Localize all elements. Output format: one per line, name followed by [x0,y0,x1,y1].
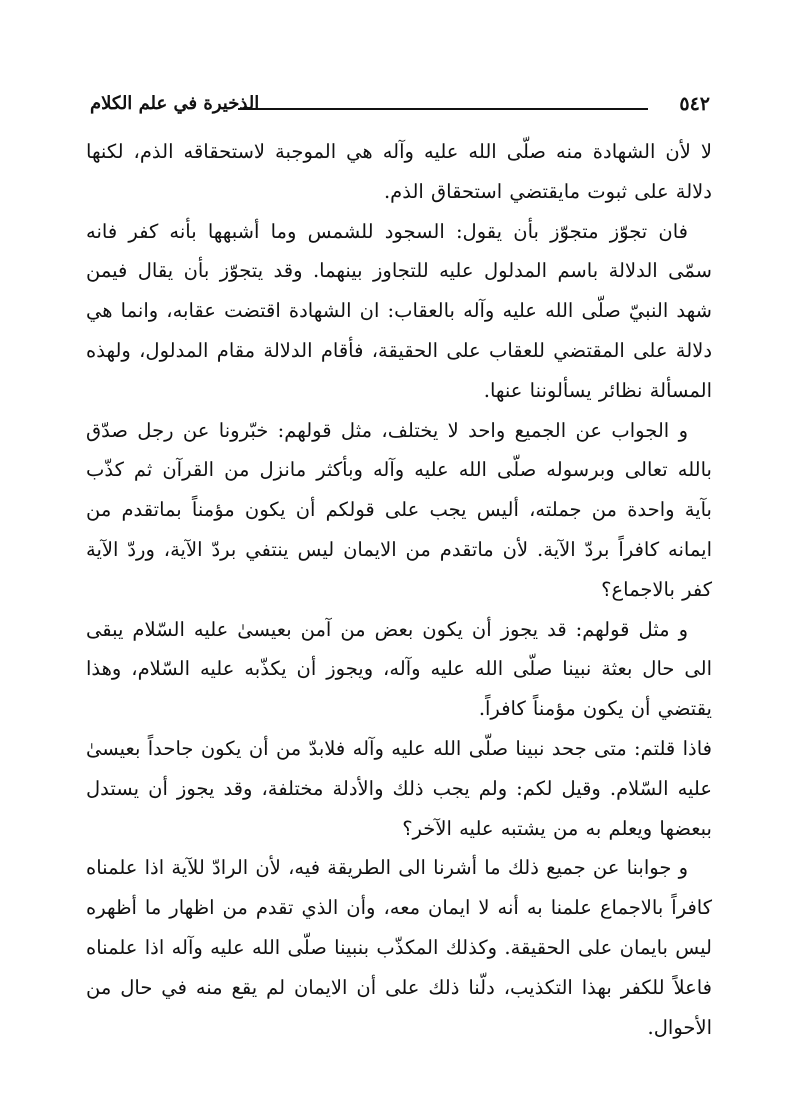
paragraph: و مثل قولهم: قد يجوز أن يكون بعض من آمن بعيسىٰ عليه السّلام يبقى الى حال بعثة نبينا صلّى الله عليه وآله، ويجوز أن يكذّبه عليه السّلام، وهذا يقتضي أن يكون مؤمناً كافراً. [86,617,712,721]
paragraph: فان تجوّز متجوّز بأن يقول: السجود للشمس وما أشبهها بأنه كفر فانه سمّى الدلالة باسم المدلول عليه للتجاوز بينهما. وقد يتجوّز بأن يقال فيمن شهد النبيّ صلّى الله عليه وآله بالعقاب: ان الشهادة اقتضت عقابه، وانما هي دلالة على المقتضي للعقاب على الحقيقة، فأقام الدلالة مقام المدلول، ولهذه المسألة نظائر يسألوننا عنها. [86,219,712,402]
page-number: ٥٤٢ [679,93,710,115]
book-title: الذخيرة في علم الكلام [90,93,260,114]
paragraph: لا لأن الشهادة منه صلّى الله عليه وآله هي الموجبة لاستحقاقه الذم، لكنها دلالة على ثبوت مايقتضي استحقاق الذم. [86,140,712,203]
body-text [86,132,712,1047]
paragraph: فاذا قلتم: متى جحد نبينا صلّى الله عليه وآله فلابدّ من أن يكون جاحداً بعيسىٰ عليه السّلام. وقيل لكم: ولم يجب ذلك والأدلة مختلفة، وقد يجوز أن يستدل ببعضها ويعلم به من يشتبه عليه الآخر؟ [86,736,712,840]
header-rule [238,108,648,110]
paragraph: و جوابنا عن جميع ذلك ما أشرنا الى الطريقة فيه، لأن الرادّ للآية اذا علمناه كافراً بالاجماع علمنا به أنه لا ايمان معه، وأن الذي تقدم من اظهار ما أظهره ليس بايمان على الحقيقة. وكذلك المكذّب بنبينا صلّى الله عليه وآله اذا علمناه فاعلاً للكفر بهذا التكذيب، دلّنا ذلك على أن الايمان لم يقع منه في حال من الأحوال. [86,856,712,1039]
running-header [90,92,710,118]
paragraph: و الجواب عن الجميع واحد لا يختلف، مثل قولهم: خبّرونا عن رجل صدّق بالله تعالى وبرسوله صلّى الله عليه وآله وبأكثر مانزل من القرآن ثم كذّب بآية واحدة من جملته، أليس يجب على قولكم أن يكون مؤمناً بماتقدم من ايمانه كافراً بردّ الآية. لأن ماتقدم من الايمان ليس ينتفي بردّ الآية، وردّ الآية كفر بالاجماع؟ [86,418,712,601]
